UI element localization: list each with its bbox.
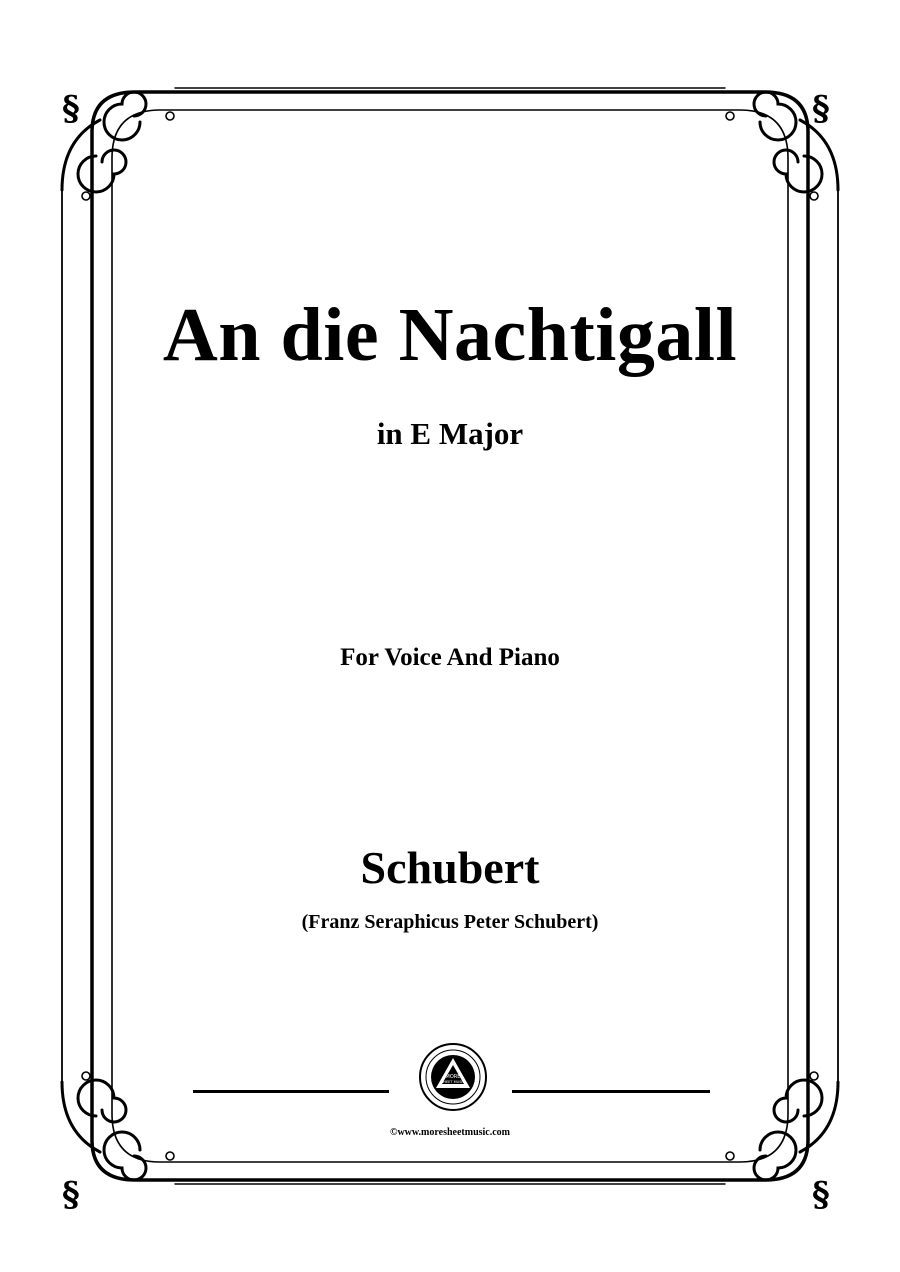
- svg-text:§: §: [812, 1175, 830, 1215]
- instrumentation-text: For Voice And Piano: [340, 644, 560, 671]
- svg-text:§: §: [62, 89, 80, 129]
- key-signature-text: in E Major: [376, 416, 524, 451]
- left-divider-rule: [193, 1090, 389, 1093]
- svg-text:§: §: [812, 89, 830, 129]
- page-title: An die Nachtigall: [162, 293, 738, 377]
- svg-text:§: §: [62, 1175, 80, 1215]
- composer-name: Schubert: [360, 842, 540, 893]
- seal-text-top: MORE: [445, 1074, 461, 1080]
- right-divider-rule: [512, 1090, 710, 1093]
- copyright-notice: ©www.moresheetmusic.com: [389, 1127, 511, 1138]
- publisher-seal-icon: [418, 1042, 488, 1112]
- seal-text-bottom: SHEET MUSIC: [441, 1080, 465, 1084]
- composer-full-name: (Franz Seraphicus Peter Schubert): [301, 911, 599, 933]
